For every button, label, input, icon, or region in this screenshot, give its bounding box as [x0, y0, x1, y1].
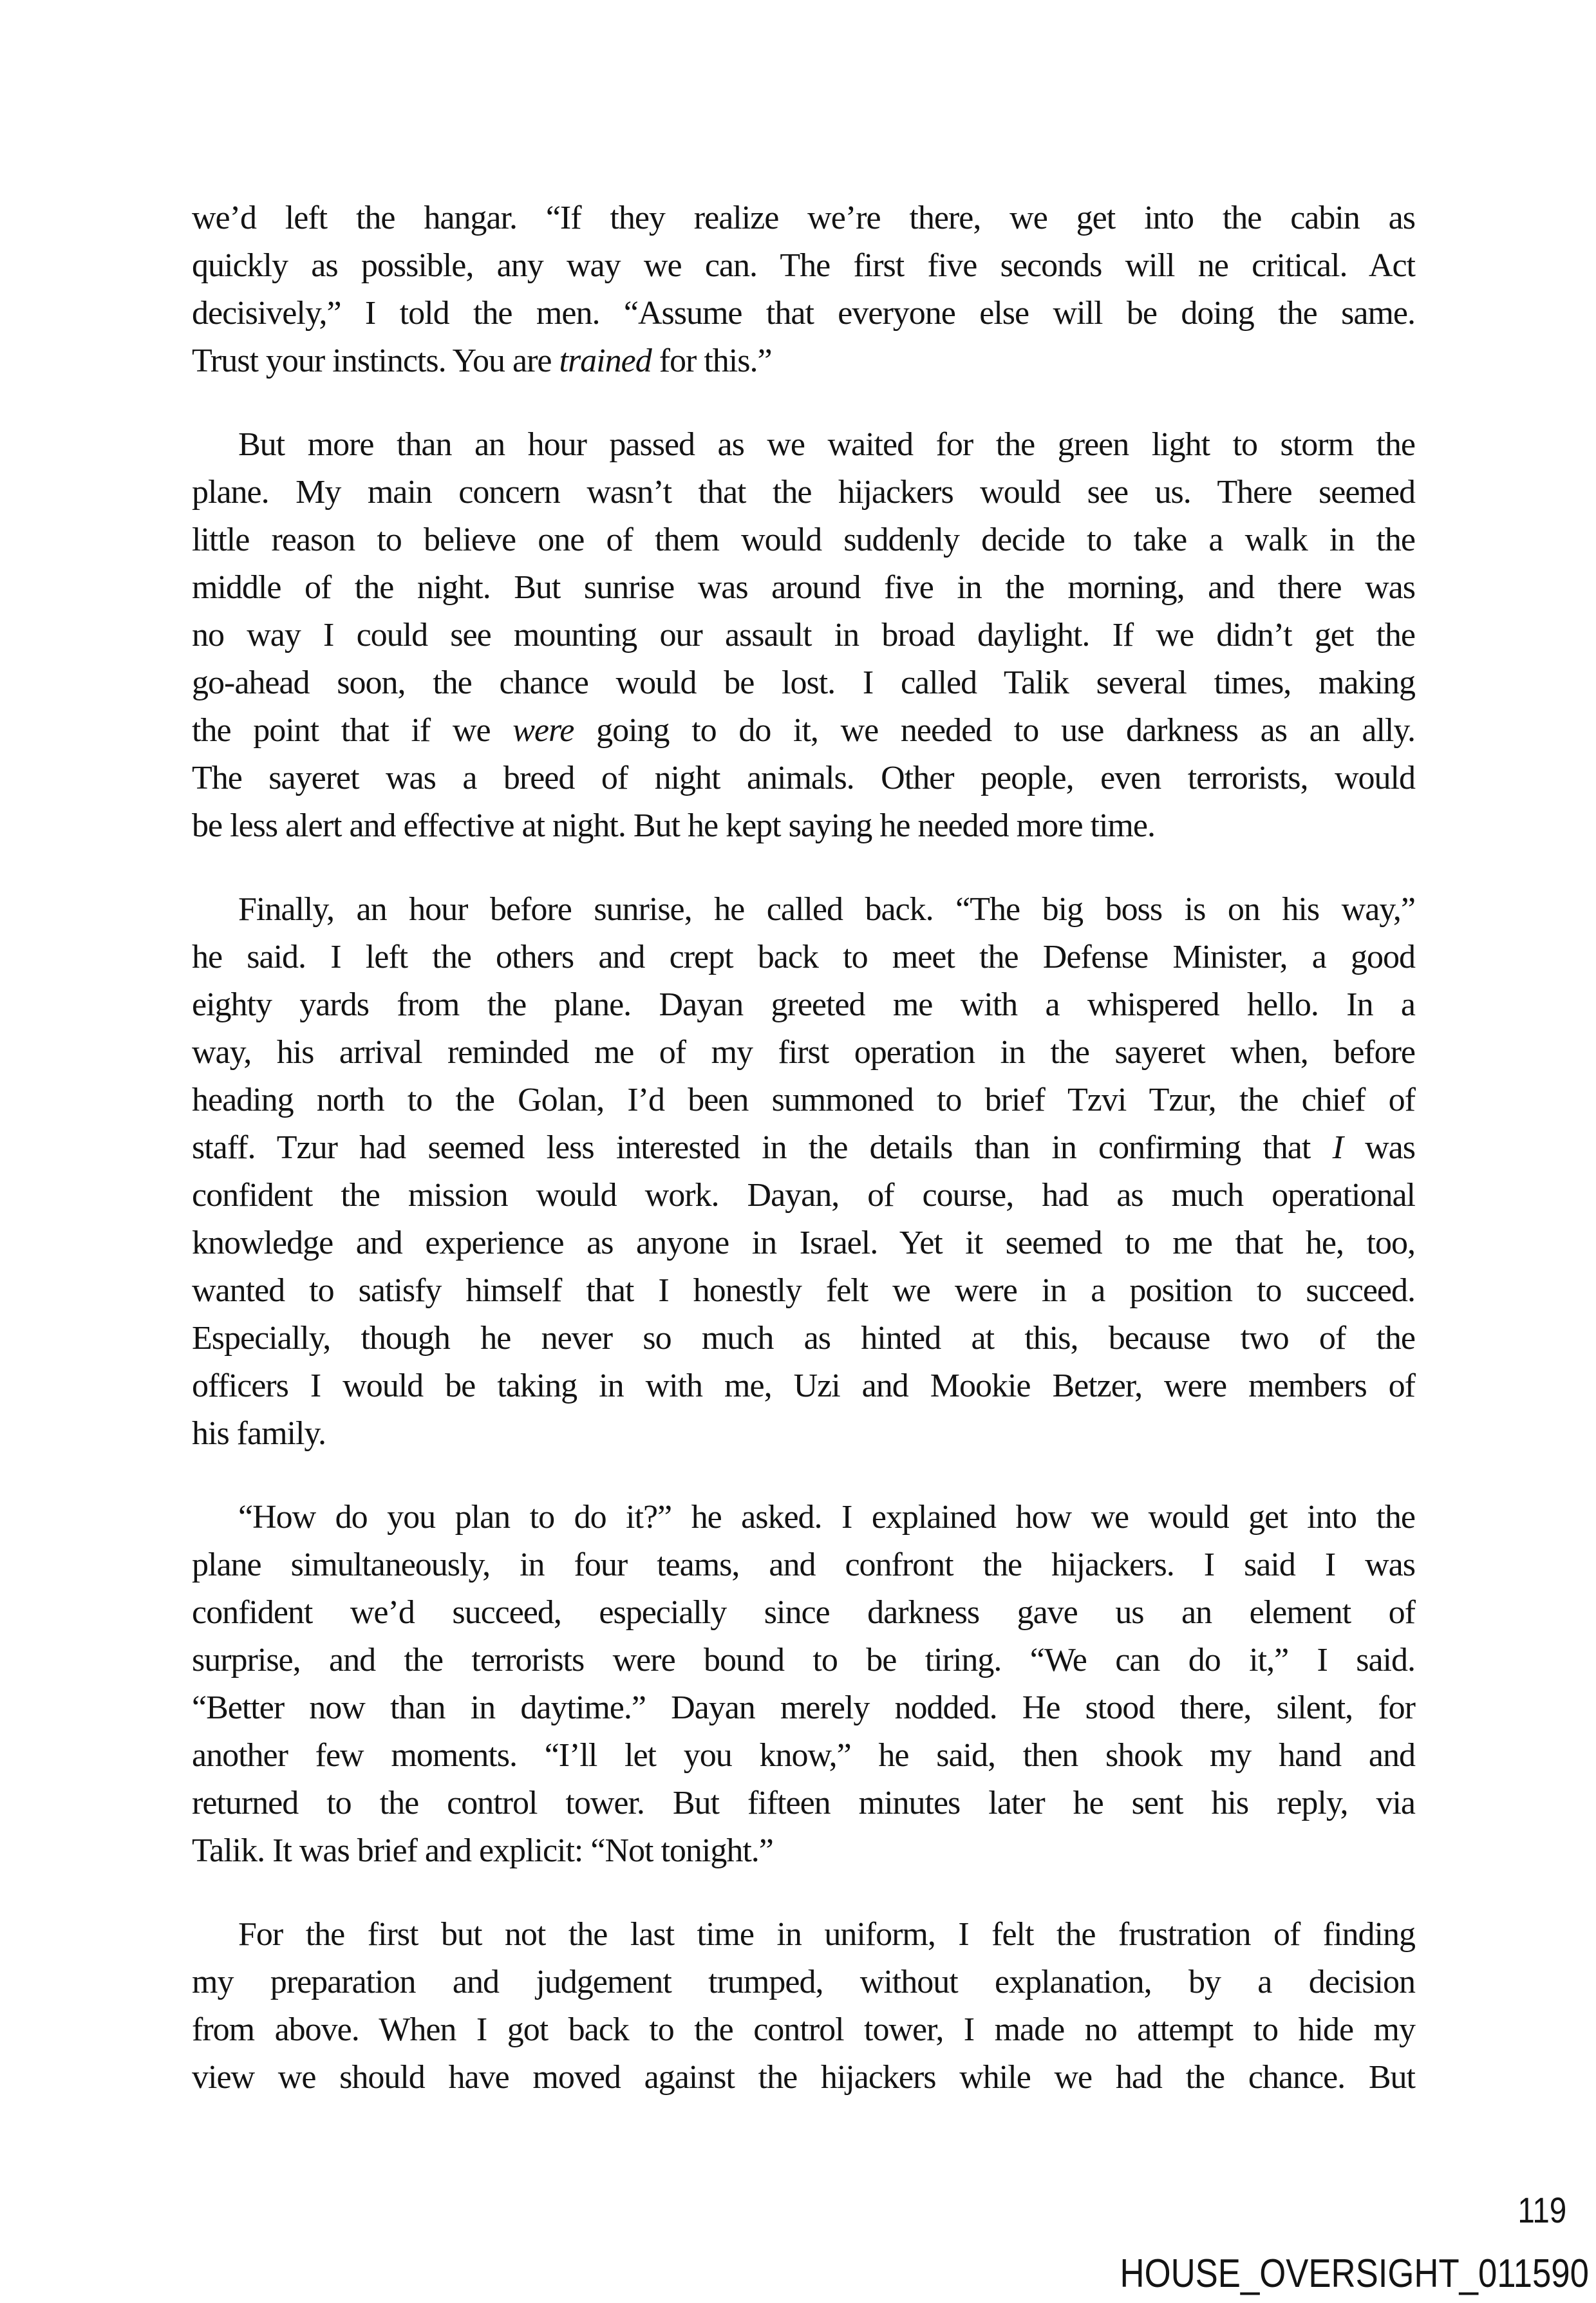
page-text	[192, 194, 1415, 2101]
text-line: heading north to the Golan, I’d been summoned to brief Tzvi Tzur, the chief of	[192, 1082, 1415, 1118]
text-line: Finally, an hour before sunrise, he called back. “The big boss is on his way,”	[238, 891, 1415, 928]
text-line: be less alert and effective at night. But he kept saying he needed more time.	[192, 807, 1155, 844]
text-line: go-ahead soon, the chance would be lost. I called Talik several times, making	[192, 664, 1415, 701]
paragraph-4	[192, 1494, 1415, 1875]
text-line: plane. My main concern wasn’t that the hijackers would see us. There seemed	[192, 474, 1415, 511]
page-number: 119	[1517, 2190, 1566, 2230]
text-line: Talik. It was brief and explicit: “Not tonight.”	[192, 1832, 773, 1869]
text-line: view we should have moved against the hijackers while we had the chance. But	[192, 2059, 1415, 2096]
text-line: way, his arrival reminded me of my first operation in the sayeret when, before	[192, 1034, 1415, 1071]
italic-text: trained	[559, 343, 652, 379]
text-line: the point that if we were going to do it, we needed to use darkness as an ally.	[192, 712, 1415, 749]
text-line: no way I could see mounting our assault in broad daylight. If we didn’t get the	[192, 617, 1415, 653]
italic-text: were	[512, 712, 574, 749]
paragraph-5	[192, 1911, 1415, 2101]
text-line: For the first but not the last time in uniform, I felt the frustration of finding	[238, 1916, 1415, 1953]
text-line: eighty yards from the plane. Dayan greeted me with a whispered hello. In a	[192, 986, 1415, 1023]
paragraph-1	[192, 194, 1415, 385]
text-line: another few moments. “I’ll let you know,” he said, then shook my hand and	[192, 1737, 1415, 1774]
text-line: confident we’d succeed, especially since darkness gave us an element of	[192, 1594, 1415, 1631]
text-line: “How do you plan to do it?” he asked. I explained how we would get into the	[238, 1499, 1415, 1536]
text-line: quickly as possible, any way we can. The first five seconds will ne critical. Act	[192, 247, 1415, 284]
text-line: Especially, though he never so much as hinted at this, because two of the	[192, 1320, 1415, 1357]
text-line: little reason to believe one of them would suddenly decide to take a walk in the	[192, 522, 1415, 558]
text-line: middle of the night. But sunrise was around five in the morning, and there was	[192, 569, 1415, 606]
text-line: returned to the control tower. But fifteen minutes later he sent his reply, via	[192, 1785, 1415, 1821]
text-line: confident the mission would work. Dayan, of course, had as much operational	[192, 1177, 1415, 1214]
text-line: knowledge and experience as anyone in Israel. Yet it seemed to me that he, too,	[192, 1225, 1415, 1261]
text-line: he said. I left the others and crept back to meet the Defense Minister, a good	[192, 939, 1415, 975]
text-line: plane simultaneously, in four teams, and confront the hijackers. I said I was	[192, 1546, 1415, 1583]
text-line: from above. When I got back to the control tower, I made no attempt to hide my	[192, 2011, 1415, 2048]
text-line: my preparation and judgement trumped, without explanation, by a decision	[192, 1964, 1415, 2000]
text-line: his family.	[192, 1415, 326, 1452]
text-line: decisively,” I told the men. “Assume that everyone else will be doing the same.	[192, 295, 1415, 332]
italic-text: I	[1332, 1129, 1343, 1166]
text-line: staff. Tzur had seemed less interested in the details than in confirming that I was	[192, 1129, 1415, 1166]
text-line: we’d left the hangar. “If they realize we’re there, we get into the cabin as	[192, 200, 1415, 236]
text-line: surprise, and the terrorists were bound to be tiring. “We can do it,” I said.	[192, 1642, 1415, 1678]
text-line: Trust your instincts. You are trained for this.”	[192, 343, 772, 379]
text-line: “Better now than in daytime.” Dayan merely nodded. He stood there, silent, for	[192, 1689, 1415, 1726]
text-line: officers I would be taking in with me, Uzi and Mookie Betzer, were members of	[192, 1368, 1415, 1404]
bates-stamp: HOUSE_OVERSIGHT_011590	[1120, 2251, 1589, 2296]
text-line: The sayeret was a breed of night animals. Other people, even terrorists, would	[192, 760, 1415, 796]
paragraph-2	[192, 421, 1415, 850]
text-line: But more than an hour passed as we waited for the green light to storm the	[238, 426, 1415, 463]
text-line: wanted to satisfy himself that I honestly felt we were in a position to succeed.	[192, 1272, 1415, 1309]
paragraph-3	[192, 886, 1415, 1458]
